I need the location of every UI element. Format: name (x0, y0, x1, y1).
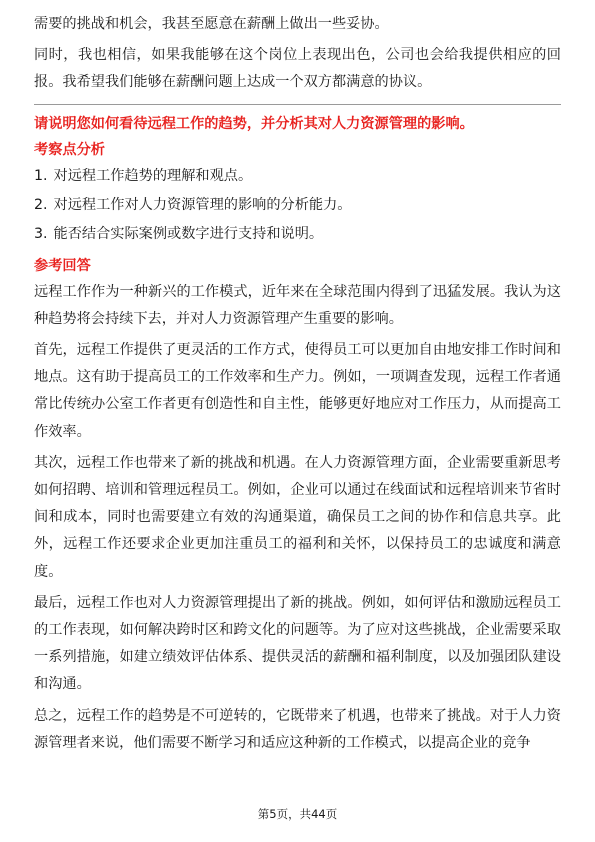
list-item-number: 3. (34, 225, 48, 242)
answer-paragraph: 其次，远程工作也带来了新的挑战和机遇。在人力资源管理方面，企业需要重新思考如何招聘、培训和管理远程员工。例如，企业可以通过在线面试和远程培训来节省时间和成本，同时也需要建立有效的沟通渠道，确保员工之间的协作和信息共享。此外，远程工作还要求企业更加注重员工的福利和关怀，以保持员工的忠诚度和满意度。 (34, 454, 561, 580)
page-footer (0, 806, 595, 822)
list-item-text: 对远程工作趋势的理解和观点。 (53, 167, 253, 184)
intro-paragraph: 需要的挑战和机会，我甚至愿意在薪酬上做出一些妥协。 (34, 16, 389, 32)
list-item (34, 192, 561, 218)
intro-paragraph: 同时，我也相信，如果我能够在这个岗位上表现出色，公司也会给我提供相应的回报。我希望我们能够在薪酬问题上达成一个双方都满意的协议。 (34, 47, 561, 91)
list-item (34, 221, 561, 247)
list-item-number: 2. (34, 196, 48, 213)
question-heading: 请说明您如何看待远程工作的趋势，并分析其对人力资源管理的影响。 (34, 115, 474, 132)
answer-title: 参考回答 (34, 257, 91, 274)
list-item (34, 163, 561, 189)
answer-paragraph: 总之，远程工作的趋势是不可逆转的，它既带来了机遇，也带来了挑战。对于人力资源管理者来说，他们需要不断学习和适应这种新的工作模式，以提高企业的竞争 (34, 707, 561, 751)
analysis-title: 考察点分析 (34, 141, 105, 158)
analysis-points-list (34, 163, 561, 247)
answer-paragraph: 首先，远程工作提供了更灵活的工作方式，使得员工可以更加自由地安排工作时间和地点。这有助于提高员工的工作效率和生产力。例如，一项调查发现，远程工作者通常比传统办公室工作者更有创造性和自主性，能够更好地应对工作压力，从而提高工作效率。 (34, 342, 561, 440)
answer-paragraph: 最后，远程工作也对人力资源管理提出了新的挑战。例如，如何评估和激励远程员工的工作表现，如何解决跨时区和跨文化的问题等。为了应对这些挑战，企业需要采取一系列措施，如建立绩效评估体系、提供灵活的薪酬和福利制度，以及加强团队建设和沟通。 (34, 594, 561, 693)
section-divider (34, 104, 561, 105)
page-content (34, 11, 561, 761)
list-item-text: 能否结合实际案例或数字进行支持和说明。 (53, 225, 324, 242)
answer-paragraph: 远程工作作为一种新兴的工作模式，近年来在全球范围内得到了迅猛发展。我认为这种趋势将会持续下去，并对人力资源管理产生重要的影响。 (34, 283, 561, 327)
list-item-number: 1. (34, 167, 48, 184)
list-item-text: 对远程工作对人力资源管理的影响的分析能力。 (53, 196, 352, 213)
page-number: 第5页，共44页 (257, 807, 338, 821)
